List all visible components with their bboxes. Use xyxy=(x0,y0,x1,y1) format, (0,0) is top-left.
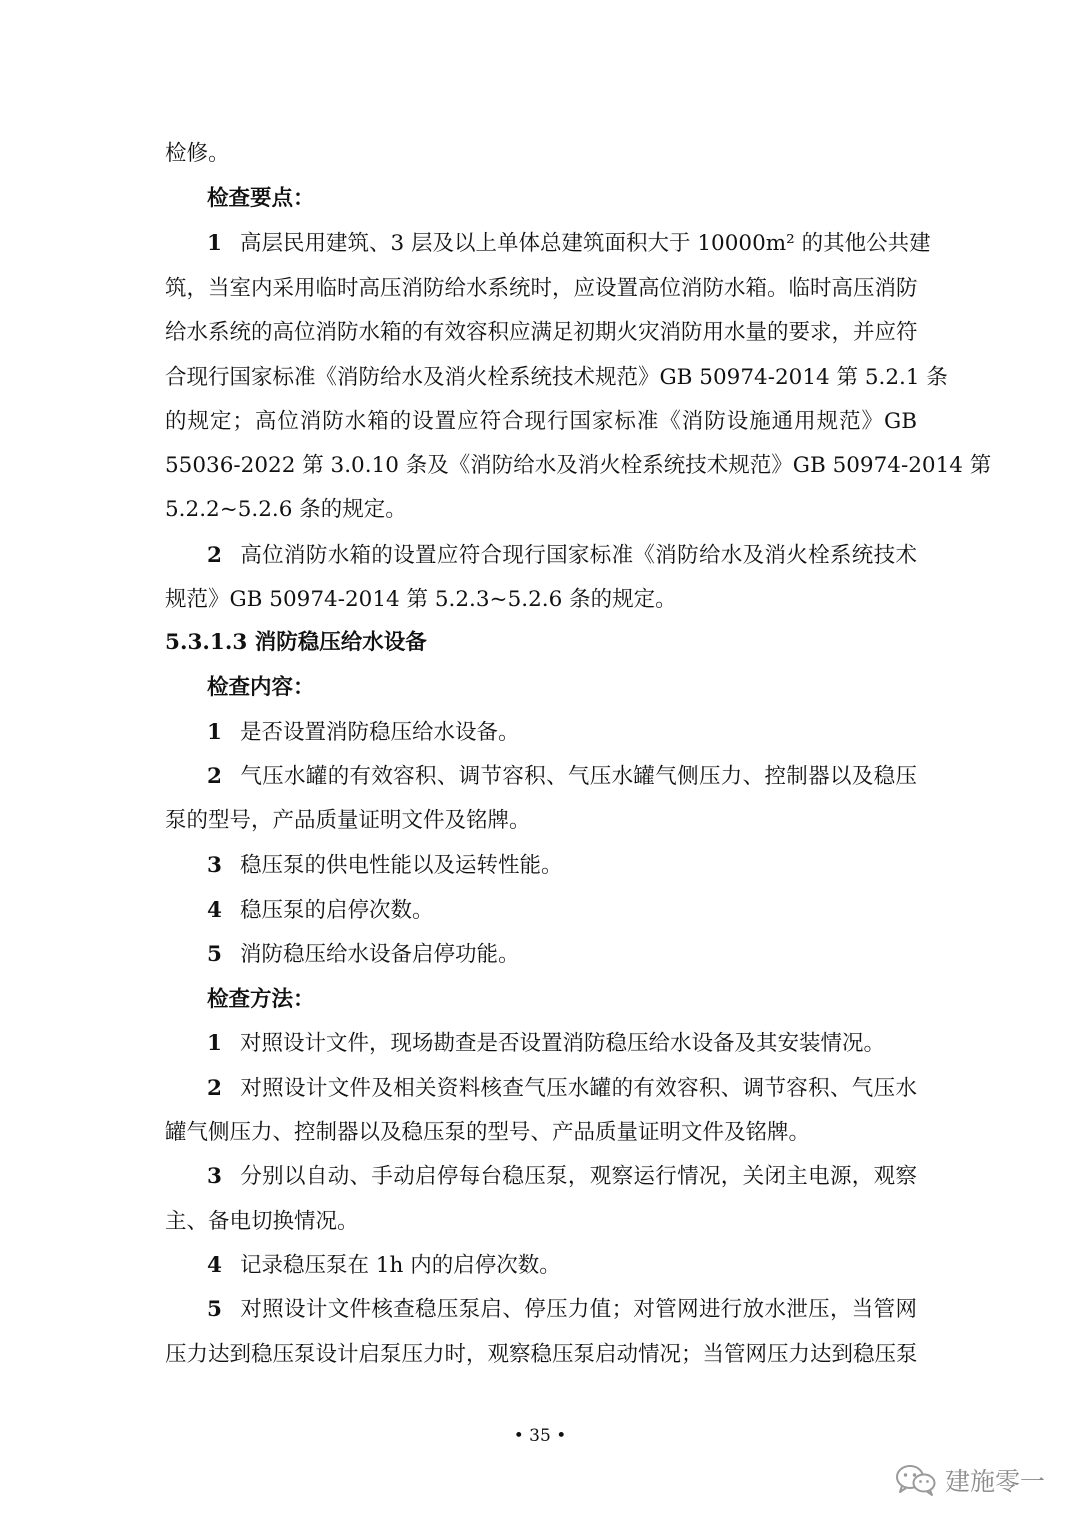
text-line: 55036-2022 第 3.0.10 条及《消防给水及消火栓系统技术规范》GB 50974-2014 第 xyxy=(165,453,992,478)
text-line: 1 高层民用建筑、3 层及以上单体总建筑面积大于 10000m² 的其他公共建 xyxy=(207,229,917,259)
text-line: 5.2.2~5.2.6 条的规定。 xyxy=(165,497,407,522)
page-number: • 35 • xyxy=(513,1426,567,1446)
text-line: 5 对照设计文件核查稳压泵启、停压力值；对管网进行放水泄压，当管网 xyxy=(207,1295,917,1325)
text-line: 规范》GB 50974-2014 第 5.2.3~5.2.6 条的规定。 xyxy=(165,587,677,612)
text-line: 4 记录稳压泵在 1h 内的启停次数。 xyxy=(207,1251,917,1281)
watermark-text: 建施零一 xyxy=(945,1467,1046,1496)
item-number: 4 xyxy=(207,1253,222,1278)
item-number: 1 xyxy=(207,720,222,745)
text-line: 3 分别以自动、手动启停每台稳压泵，观察运行情况，关闭主电源，观察 xyxy=(207,1162,917,1192)
text-line: 合现行国家标准《消防给水及消火栓系统技术规范》GB 50974-2014 第 5.2.1 条 xyxy=(165,365,948,390)
item-number: 4 xyxy=(207,898,222,923)
text-line: 主、备电切换情况。 xyxy=(165,1209,359,1234)
text-line: 压力达到稳压泵设计启泵压力时，观察稳压泵启动情况；当管网压力达到稳压泵 xyxy=(165,1342,918,1367)
text-line: 2 高位消防水箱的设置应符合现行国家标准《消防给水及消火栓系统技术 xyxy=(207,541,917,571)
text-line: 2 气压水罐的有效容积、调节容积、气压水罐气侧压力、控制器以及稳压 xyxy=(207,762,917,792)
text-line: 5 消防稳压给水设备启停功能。 xyxy=(207,940,917,970)
wechat-icon xyxy=(895,1463,937,1497)
text-line: 给水系统的高位消防水箱的有效容积应满足初期火灾消防用水量的要求，并应符 xyxy=(165,320,918,345)
section-heading-check-method: 检查方法： xyxy=(207,987,315,1012)
section-heading-check-points: 检查要点： xyxy=(207,186,315,211)
item-number: 5 xyxy=(207,1297,222,1322)
item-number: 1 xyxy=(207,1031,222,1056)
text-line: 检修。 xyxy=(165,141,230,166)
item-number: 5 xyxy=(207,942,222,967)
watermark xyxy=(895,1458,1045,1502)
text-line: 泵的型号，产品质量证明文件及铭牌。 xyxy=(165,808,531,833)
text-line: 的规定；高位消防水箱的设置应符合现行国家标准《消防设施通用规范》GB xyxy=(165,409,917,434)
item-number: 2 xyxy=(207,1076,222,1101)
text-line: 4 稳压泵的启停次数。 xyxy=(207,896,917,926)
text-line: 3 稳压泵的供电性能以及运转性能。 xyxy=(207,851,917,881)
text-line: 2 对照设计文件及相关资料核查气压水罐的有效容积、调节容积、气压水 xyxy=(207,1074,917,1104)
item-number: 1 xyxy=(207,231,222,256)
item-number: 3 xyxy=(207,853,222,878)
text-line: 1 对照设计文件，现场勘查是否设置消防稳压给水设备及其安装情况。 xyxy=(207,1029,917,1059)
item-number: 3 xyxy=(207,1164,222,1189)
item-number: 2 xyxy=(207,543,222,568)
section-heading-check-content: 检查内容： xyxy=(207,675,315,700)
text-line: 罐气侧压力、控制器以及稳压泵的型号、产品质量证明文件及铭牌。 xyxy=(165,1120,811,1145)
section-title-5-3-1-3: 5.3.1.3 消防稳压给水设备 xyxy=(165,630,427,655)
item-number: 2 xyxy=(207,764,222,789)
text-line: 筑，当室内采用临时高压消防给水系统时，应设置高位消防水箱。临时高压消防 xyxy=(165,276,918,301)
text-line: 1 是否设置消防稳压给水设备。 xyxy=(207,718,917,748)
